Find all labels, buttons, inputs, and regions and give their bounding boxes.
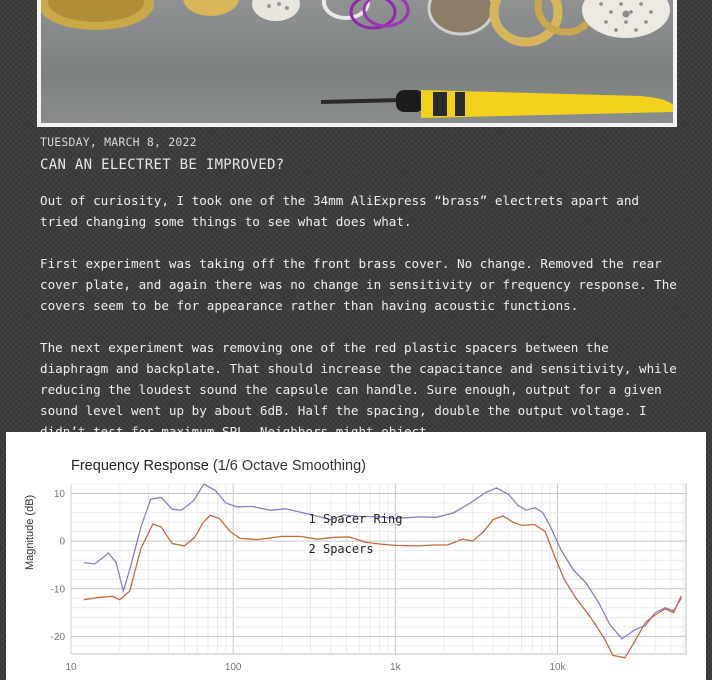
post-photo[interactable]	[41, 0, 673, 123]
screwdriver-icon	[41, 0, 673, 123]
x-tick-label: 100	[224, 662, 242, 673]
x-tick-label: 10k	[549, 662, 566, 673]
frequency-response-chart[interactable]	[6, 432, 706, 680]
x-tick-label: 1k	[390, 662, 401, 673]
x-tick-label: 10	[65, 662, 77, 673]
post-body	[40, 190, 680, 463]
chart-plot	[6, 432, 706, 680]
post-paragraph: The next experiment was removing one of the red plastic spacers between the diaphragm and backplate. That should increase the capacitance and sensitivity, while reducing the loudest sound the capsule can handle. Sure enough, output for a given sound level went up by about 6dB. Half the spacing, double the output voltage. I	[40, 340, 677, 418]
y-tick-label: -10	[50, 584, 65, 596]
post-date: TUESDAY, MARCH 8, 2022	[40, 135, 197, 149]
post-title[interactable]: CAN AN ELECTRET BE IMPROVED?	[40, 157, 285, 173]
y-tick-label: 10	[53, 489, 65, 501]
series-annotation: 1 Spacer Ring	[308, 512, 403, 527]
chart-title-main: Frequency Response	[71, 458, 209, 474]
chart-title-sub: (1/6 Octave Smoothing)	[212, 458, 366, 474]
post-paragraph: First experiment was taking off the front brass cover. No change. Removed the rear cover plate, and again there was no change in sensitivity or frequency response. The covers seem to be for appearance rather than having acoustic functions.	[40, 256, 677, 313]
plot-frame	[71, 484, 686, 654]
y-tick-label: 0	[59, 536, 65, 548]
series-annotation: 2 Spacers	[308, 541, 374, 556]
post-paragraph: Out of curiosity, I took one of the 34mm AliExpress “brass” electrets apart and tried changing some things to see what does what.	[40, 193, 639, 229]
post-photo-frame	[37, 0, 677, 127]
chart-y-axis-label: Magnitude (dB)	[24, 494, 36, 570]
y-tick-label: -20	[50, 631, 65, 643]
